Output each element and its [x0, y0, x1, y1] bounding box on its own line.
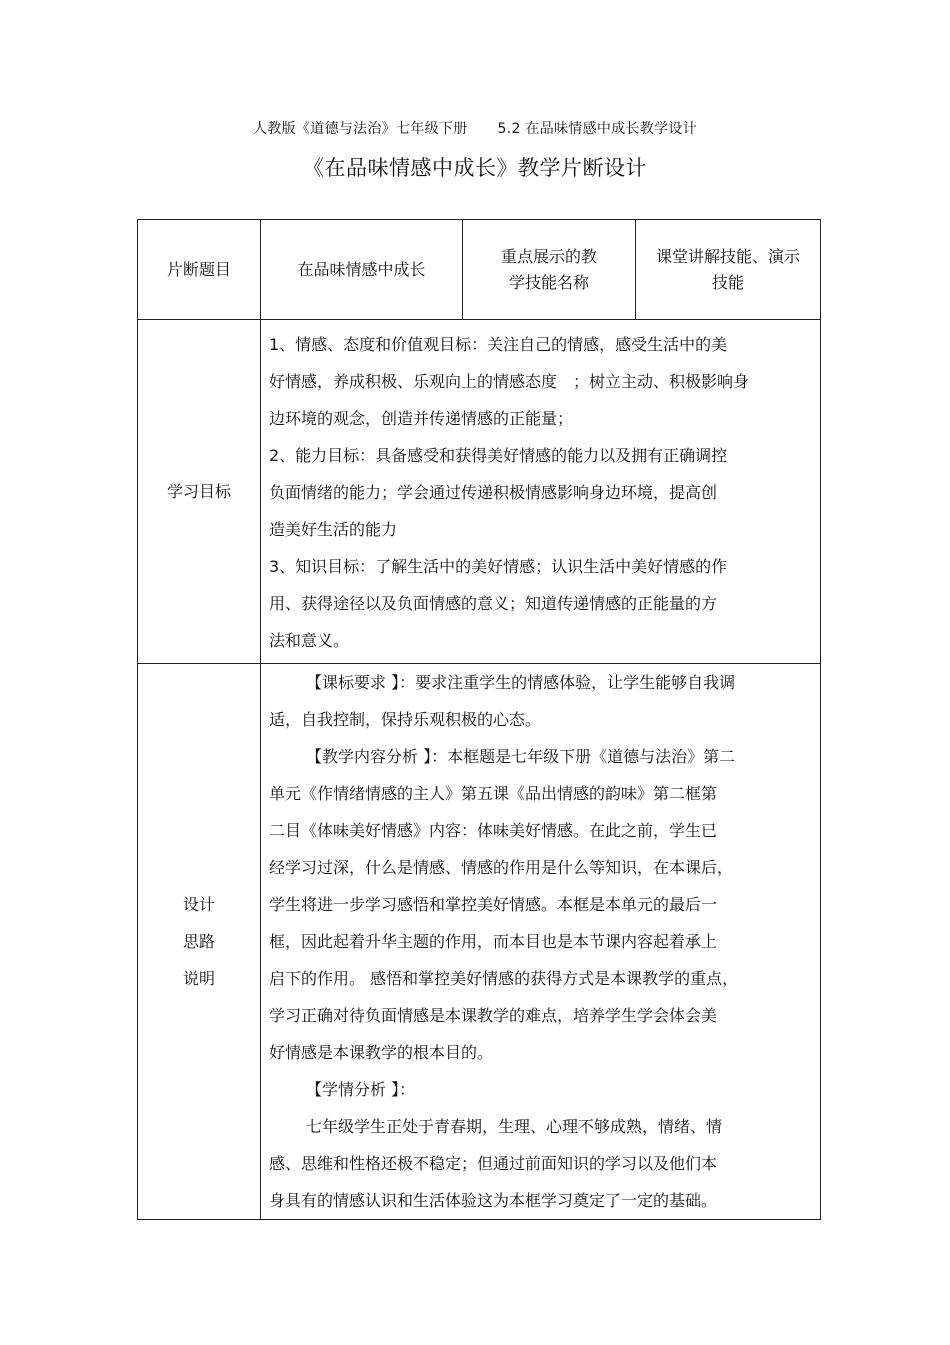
skill-name-value: 课堂讲解技能、演示 技能: [636, 220, 821, 320]
table-row: [138, 320, 821, 664]
design-rationale-label: 设计 思路 说明: [138, 664, 261, 1220]
design-rationale-content: 【课标要求 】：要求注重学生的情感体验，让学生能够自我调 适，自我控制，保持乐观积极的心态。 【教学内容分析 】：本框题是七年级下册《道德与法治》第二 单元《作情绪情感的主人》第五课《品出情感的韵味》第二框第 二目《体味美好情感》内容：体味美好情感。在此之前，学生已 经学习过深，什么是情感、情感的作用是什么等知识，在本课后， 学生将进一步学习感悟和掌控美好情感。本框是本单元的最后一 框，因此起着升华主题的作用，而本目也是本节课内容起着承上 启下的作用。 感悟和掌控美好情感的获得方式是本课教学的重点， 学习正确对待负面情感是本课教学的难点，培养学生学会体会美 好情感是本课教学的根本目的。 【学情分析 】： 七年级学生正处于青春期，生理、心理不够成熟，情绪、情 感、思维和性格还极不稳定；但通过前面知识的学习以及他们本 身具有的情感认识和生活体验这为本框学习奠定了一定的基础。: [261, 664, 821, 1220]
learning-goals-content: 1、情感、态度和价值观目标：关注自己的情感，感受生活中的美 好情感，养成积极、乐观向上的情感态度 ；树立主动、积极影响身 边环境的观念，创造并传递情感的正能量； 2、能力目标：具备感受和获得美好情感的能力以及拥有正确调控 负面情绪的能力；学会通过传递积极情感影响身边环境，提高创 造美好生活的能力 3、知识目标：了解生活中的美好情感；认识生活中美好情感的作 用、获得途径以及负面情感的意义；知道传递情感的正能量的方 法和意义。: [261, 320, 821, 664]
learning-goals-label: 学习目标: [138, 320, 261, 664]
table-row: [138, 664, 821, 1220]
fragment-title-label: 片断题目: [138, 220, 261, 320]
page-title: 《在品味情感中成长》教学片断设计: [303, 156, 647, 180]
table-row: [138, 220, 821, 320]
design-table: [137, 219, 821, 1220]
header-book: 人教版《道德与法治》七年级下册: [252, 121, 468, 137]
header-lesson: 5.2 在品味情感中成长教学设计: [497, 121, 697, 137]
skill-name-label: 重点展示的教 学技能名称: [463, 220, 636, 320]
page-header: [0, 118, 950, 138]
fragment-title-value: 在品味情感中成长: [261, 220, 463, 320]
